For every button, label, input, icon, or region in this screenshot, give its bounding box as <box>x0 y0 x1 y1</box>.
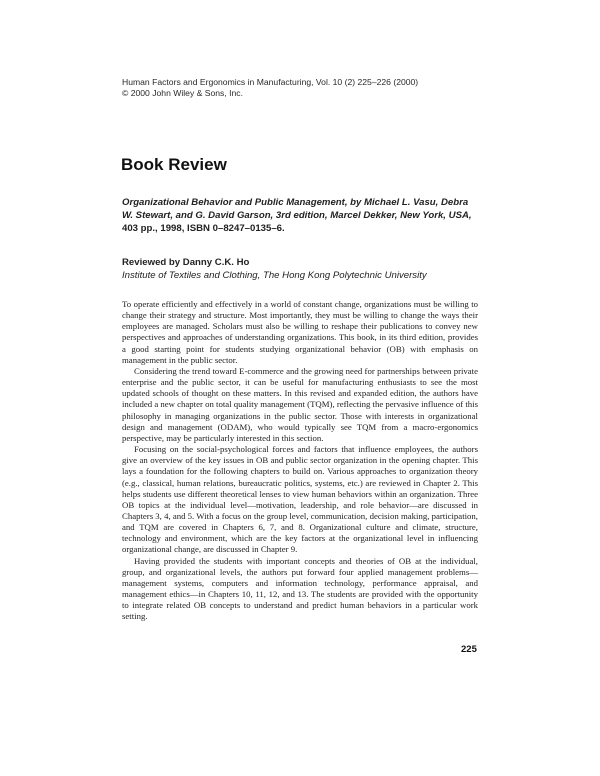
book-title-authors: Organizational Behavior and Public Management, by Michael L. Vasu, Debra W. Stewart, and G. David Garson, 3rd edition, Marcel Dekker, New York, USA, <box>122 197 472 222</box>
journal-citation-line: Human Factors and Ergonomics in Manufacturing, Vol. 10 (2) 225–226 (2000) <box>122 77 419 87</box>
page-number: 225 <box>461 644 477 655</box>
reviewer-name: Reviewed by Danny C.K. Ho <box>122 257 250 268</box>
body-paragraph: To operate efficiently and effectively in a world of constant change, organizations must be willing to change their strategy and structure. Most importantly, they must be willing to change the ways their employees are managed. Scholars must also be willing to reshape their publications to convey new perspectives and approaches of understanding organizations. This book, in its third edition, provides a good starting point for students studying organizational behavior (OB) with emphasis on management in the public sector. <box>122 299 478 365</box>
body-paragraph: Focusing on the social-psychological forces and factors that influence employees, the authors give an overview of the key issues in OB and public sector organization in the opening chapter. This lays a foundation for the following chapters to build on. Various approaches to organization theory (e.g., classical, human relations, bureaucratic politics, systems, etc.) are reviewed in Chapter 2. This helps students use different theoretical lenses to view human behaviors within an organization. Three OB topics at the individual level—motivation, leadership, and role behavior—are discussed in Chapters 3, 4, and 5. With a focus on the group level, communication, decision making, participation, and TQM are covered in Chapters 6, 7, and 8. Organizational culture and climate, structure, technology and environment, which are the key factors at the organizational level in influencing organizational change, are discussed in Chapter 9. <box>122 444 478 555</box>
journal-header <box>122 77 418 99</box>
book-citation <box>122 196 478 236</box>
body-paragraph: Considering the trend toward E-commerce and the growing need for partnerships between private enterprise and the public sector, it can be useful for manufacturing enthusiasts to see the most updated schools of thought on these matters. In this revised and expanded edition, the authors have included a new chapter on total quality management (TQM), reflecting the pervasive influence of this philosophy in managing organizations in the public sector. Those with interests in organizational design and management (ODAM), who would typically see TQM from a macro-ergonomics perspective, may be particularly interested in this section. <box>122 365 478 443</box>
review-body <box>122 299 478 623</box>
book-details: 403 pp., 1998, ISBN 0–8247–0135–6. <box>122 223 285 235</box>
reviewer-block <box>122 256 482 282</box>
section-title: Book Review <box>121 155 227 174</box>
copyright-line: © 2000 John Wiley & Sons, Inc. <box>122 88 243 98</box>
reviewer-affiliation: Institute of Textiles and Clothing, The Hong Kong Polytechnic University <box>122 270 427 282</box>
body-paragraph: Having provided the students with important concepts and theories of OB at the individual, group, and organizational levels, the authors put forward four applied management problems—management systems, computers and information technology, performance appraisal, and management ethics—in Chapters 10, 11, 12, and 13. The students are provided with the opportunity to integrate related OB concepts to understand and predict human behaviors in a particular work setting. <box>122 555 478 622</box>
